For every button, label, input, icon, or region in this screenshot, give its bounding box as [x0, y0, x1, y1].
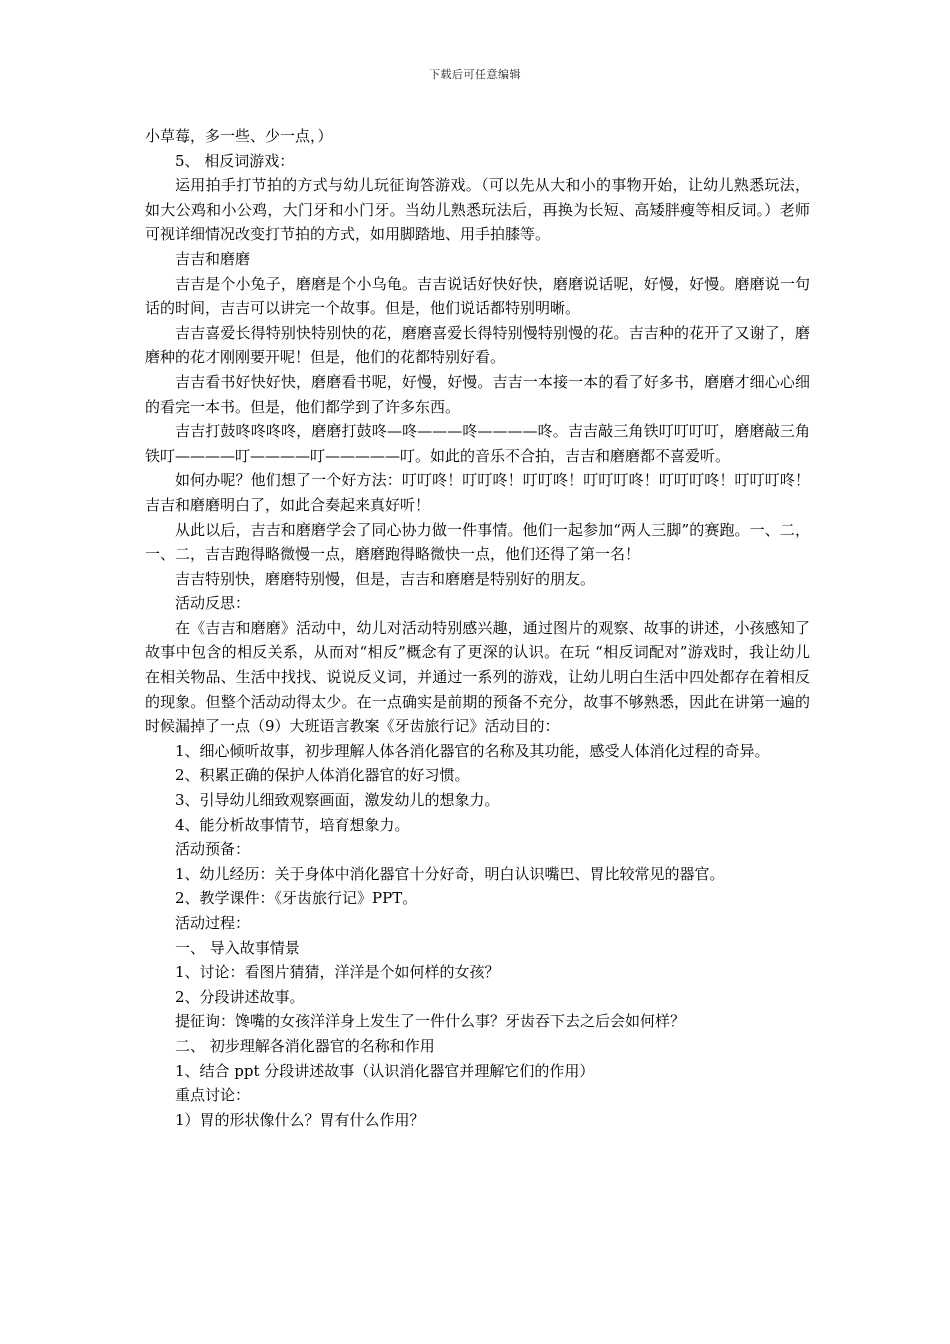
list-item: 4、能分析故事情节，培育想象力。: [175, 815, 410, 834]
section-heading: 一、 导入故事情景: [175, 938, 300, 957]
paragraph: 吉吉看书好快好快，磨磨看书呢，好慢，好慢。吉吉一本接一本的看了好多书，磨磨才细心心细的看完一本书。但是，他们都学到了许多东西。: [145, 372, 810, 416]
paragraph: 5、 相反词游戏：: [175, 151, 295, 170]
paragraph: 运用拍手打节拍的方式与幼儿玩征询答游戏。（可以先从大和小的事物开始，让幼儿熟悉玩法，如大公鸡和小公鸡，大门牙和小门牙。当幼儿熟悉玩法后，再换为长短、高矮胖瘦等相反词。）老师可视详细情况改变打节拍的方式，如用脚踏地、用手拍膝等。: [145, 176, 810, 244]
list-item: 2、分段讲述故事。: [175, 987, 305, 1006]
document-body: [145, 124, 810, 1132]
paragraph: 吉吉打鼓咚咚咚咚，磨磨打鼓咚—咚———咚————咚。吉吉敲三角铁叮叮叮叮，磨磨敲三角铁叮————叮————叮—————叮。如此的音乐不合拍，吉吉和磨磨都不喜爱听。: [145, 422, 810, 465]
list-item: 3、引导幼儿细致观察画面，激发幼儿的想象力。: [175, 791, 500, 810]
paragraph: 从此以后，吉吉和磨磨学会了同心协力做一件事情。他们一起参加“两人三脚”的赛跑。一、二，一、二，吉吉跑得略微慢一点，磨磨跑得略微快一点，他们还得了第一名！: [145, 520, 810, 564]
section-heading: 活动预备：: [175, 840, 251, 859]
list-item: 1、结合 ppt 分段讲述故事（认识消化器官并理解它们的作用）: [175, 1061, 595, 1080]
paragraph: 小草莓，多一些、少一点，）: [145, 127, 333, 145]
paragraph: 吉吉是个小兔子，磨磨是个小乌龟。吉吉说话好快好快，磨磨说话呢，好慢，好慢。磨磨说一句话的时间，吉吉可以讲完一个故事。但是，他们说话都特别明晰。: [145, 274, 810, 318]
paragraph: 吉吉喜爱长得特别快特别快的花，磨磨喜爱长得特别慢特别慢的花。吉吉种的花开了又谢了，磨磨种的花才刚刚要开呢！但是，他们的花都特别好看。: [145, 323, 810, 367]
paragraph: 重点讨论：: [175, 1086, 251, 1105]
paragraph: 在《吉吉和磨磨》活动中，幼儿对活动特别感兴趣，通过图片的观察、故事的讲述，小孩感知了故事中包含的相反关系，从而对“相反”概念有了更深的认识。在玩 “相反词配对”游戏时，我让幼儿在相关物品、生活中找找、说说反义词，并通过一系列的游戏，让幼儿明白生活中四处都存在着相反的现象。但整个活动动得太少。在一点确实是前期的预备不充分，故事不够熟悉，因此在讲第一遍的时候漏掉了一点（9）大班语言教案《牙齿旅行记》活动目的：: [145, 618, 810, 736]
list-item: 2、积累正确的保护人体消化器官的好习惯。: [175, 766, 470, 785]
section-heading: 二、 初步理解各消化器官的名称和作用: [175, 1036, 435, 1055]
paragraph: 提征询：馋嘴的女孩洋洋身上发生了一件什么事？牙齿吞下去之后会如何样？: [175, 1012, 686, 1031]
section-heading: 活动反思：: [175, 594, 251, 613]
list-item: 1、讨论：看图片猜猜，洋洋是个如何样的女孩？: [175, 963, 500, 982]
section-heading: 活动过程：: [175, 914, 251, 932]
list-item: 1、幼儿经历：关于身体中消化器官十分好奇，明白认识嘴巴、胃比较常见的器官。: [175, 864, 725, 883]
list-item: 1、细心倾听故事，初步理解人体各消化器官的名称及其功能，感受人体消化过程的奇异。: [175, 741, 770, 760]
list-item: 1）胃的形状像什么？胃有什么作用？: [175, 1110, 425, 1129]
paragraph: 如何办呢？他们想了一个好方法：叮叮咚！叮叮咚！叮叮咚！叮叮叮咚！叮叮叮咚！叮叮叮咚！吉吉和磨磨明白了，如此合奏起来真好听！: [145, 471, 810, 514]
page-header: 下载后可任意编辑: [429, 68, 521, 81]
list-item: 2、教学课件：《牙齿旅行记》PPT。: [175, 889, 418, 908]
paragraph: 吉吉特别快，磨磨特别慢，但是，吉吉和磨磨是特别好的朋友。: [175, 569, 596, 588]
story-title: 吉吉和磨磨: [175, 249, 251, 268]
